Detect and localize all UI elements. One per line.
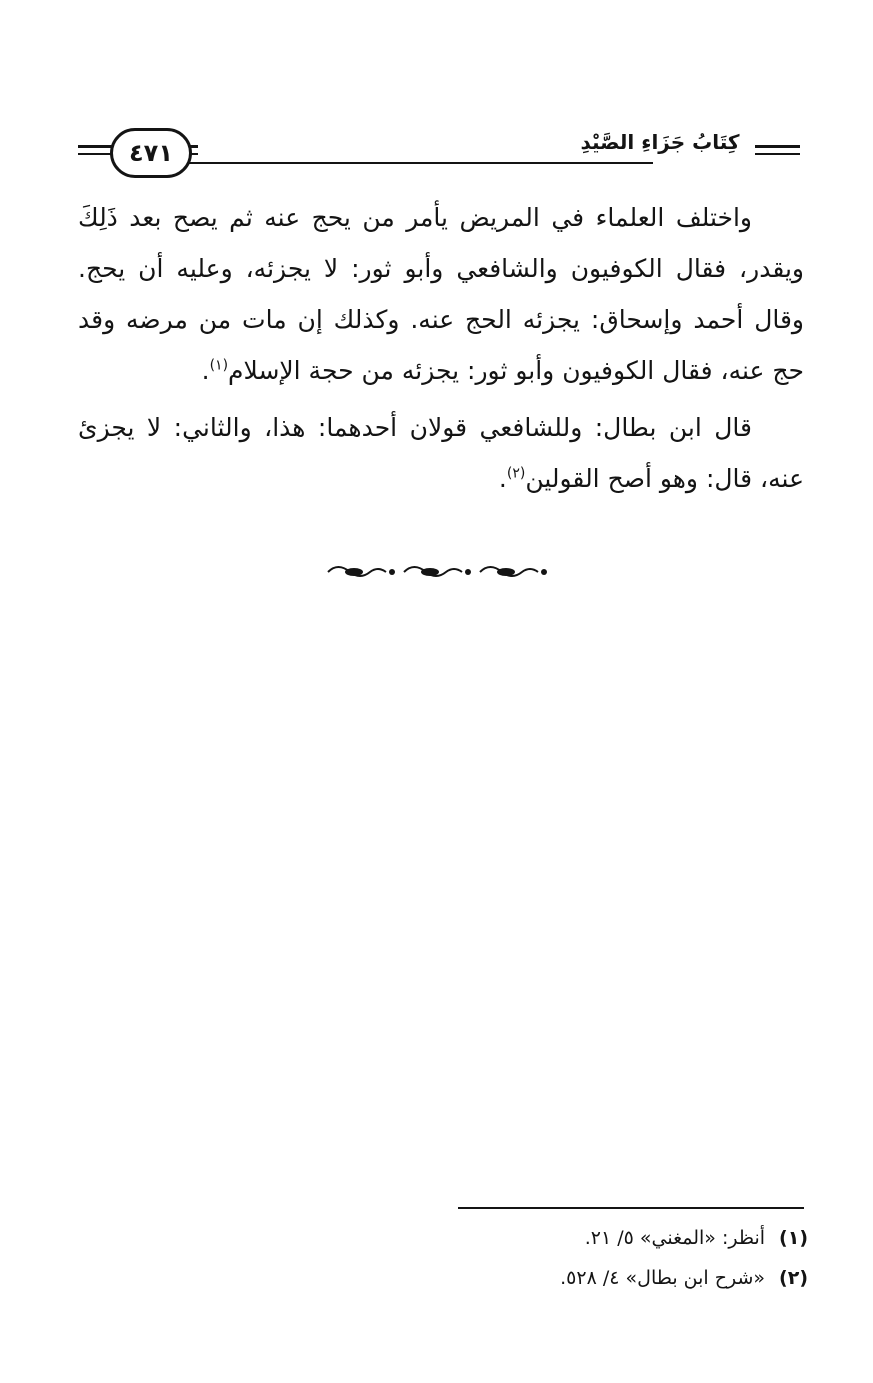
header-rule <box>188 162 653 164</box>
footnote-number: (١) <box>779 1227 808 1249</box>
footnote-separator <box>458 1207 804 1209</box>
paragraph-end: . <box>498 464 507 493</box>
paragraph-text: واختلف العلماء في المريض يأمر من يحج عنه ثم يصح بعد ذَلِكَ ويقدر، فقال الكوفيون والشافعي وأبو ثور: لا يجزئه، وعليه أن يحج. وقال أحمد وإسحاق: يجزئه الحج عنه. وكذلك إن مات من مرضه وقد حج عنه، فقال الكوفيون وأبو ثور: يجزئه من حجة الإسلام <box>78 203 804 385</box>
chapter-title: كِتَابُ جَزَاءِ الصَّيْدِ <box>580 130 740 154</box>
header-rule <box>755 145 800 148</box>
header-rule <box>755 153 800 155</box>
floral-divider-icon <box>320 560 560 584</box>
footnote-number: (٢) <box>779 1267 808 1289</box>
footnote <box>380 1258 808 1298</box>
paragraph <box>78 192 804 396</box>
footnotes <box>380 1218 808 1298</box>
main-text <box>78 192 804 504</box>
paragraph <box>78 402 804 504</box>
footnote-reference[interactable]: (١) <box>209 357 229 374</box>
footnote <box>380 1218 808 1258</box>
footnote-text: أنظر: «المغني» ٥/ ٢١. <box>584 1227 766 1249</box>
footnote-reference[interactable]: (٢) <box>506 465 526 482</box>
page-number: ٤٧١ <box>110 128 192 178</box>
footnote-text: «شرح ابن بطال» ٤/ ٥٢٨. <box>560 1267 766 1289</box>
paragraph-text: قال ابن بطال: وللشافعي قولان أحدهما: هذا، والثاني: لا يجزئ عنه، قال: وهو أصح القولين <box>78 413 804 493</box>
page-header <box>70 122 805 182</box>
paragraph-end: . <box>201 356 210 385</box>
